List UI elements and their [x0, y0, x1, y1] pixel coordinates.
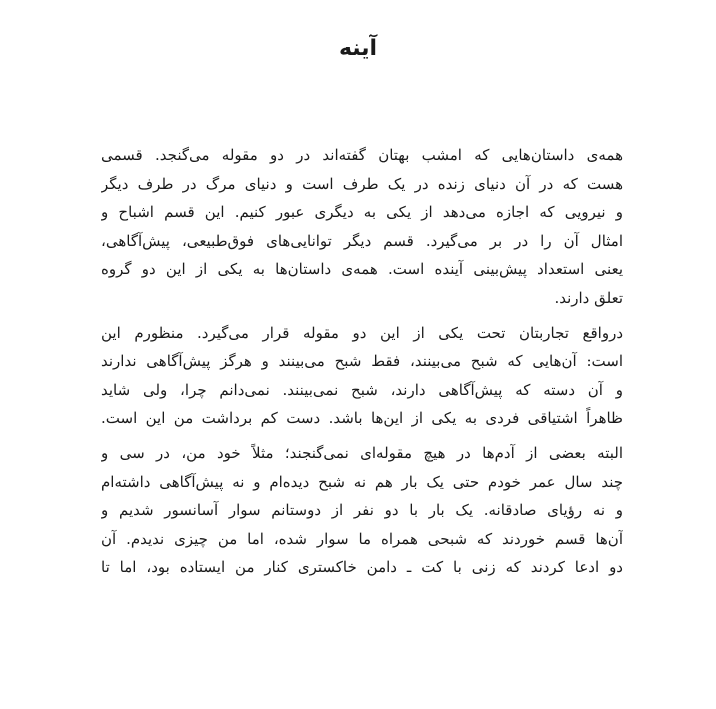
- text-line: تعلق دارند.: [554, 288, 623, 307]
- text-line: هست که در آن دنیای زنده در یک طرف است و دنیای مرگ در طرف دیگر: [101, 174, 623, 193]
- text-line: است: آن‌هایی که شبح می‌بینند، فقط شبح می‌بینند و هرگز پیش‌آگاهی ندارند: [101, 352, 623, 371]
- text-line: امثال آن را در بر می‌گیرد. قسم دیگر توانایی‌های فوق‌طبیعی، پیش‌آگاهی،: [101, 231, 623, 250]
- text-line: و نه رؤیای صادقانه. یک بار با دو نفر از دوستانم سوار آسانسور شدیم و: [101, 501, 623, 520]
- paragraph-3: [101, 439, 623, 582]
- text-line: همه‌ی داستان‌هایی که امشب بهتان گفته‌اند در دو مقوله می‌گنجد. قسمی: [101, 146, 623, 164]
- paragraph-1: [101, 141, 623, 313]
- text-line: یعنی استعداد پیش‌بینی آینده است. همه‌ی داستان‌ها به یکی از این دو گروه: [101, 260, 623, 279]
- text-line: درواقع تجاربتان تحت یکی از این دو مقوله قرار می‌گیرد. منظورم این: [101, 323, 623, 342]
- text-line: و نیرویی که اجازه می‌دهد از یکی به دیگری عبور کنیم. این قسم اشباح و: [101, 203, 623, 222]
- text-line: دو ادعا کردند که زنی با کت ـ دامن خاکستری کنار من ایستاده بود، اما تا: [101, 558, 623, 577]
- text-line: و آن دسته که پیش‌آگاهی دارند، شبح نمی‌بینند. نمی‌دانم چرا، ولی شاید: [101, 380, 623, 399]
- text-line: البته بعضی از آدم‌ها در هیچ مقوله‌ای نمی‌گنجند؛ مثلاً خود من، در سی و: [101, 443, 623, 462]
- text-line: آن‌ها قسم خوردند که شبحی همراه ما سوار شده، اما من چیزی ندیدم. آن: [101, 529, 623, 548]
- body-text: [101, 141, 623, 582]
- page-title: آینه: [338, 36, 378, 61]
- text-line: ظاهراً اشتیاقی فردی به یکی از این‌ها باشد. دست کم برداشت من این است.: [101, 409, 623, 428]
- paragraph-2: [101, 319, 623, 433]
- text-line: چند سال عمر خودم حتی یک بار هم نه شبح دیده‌ام و نه پیش‌آگاهی داشته‌ام: [101, 472, 623, 491]
